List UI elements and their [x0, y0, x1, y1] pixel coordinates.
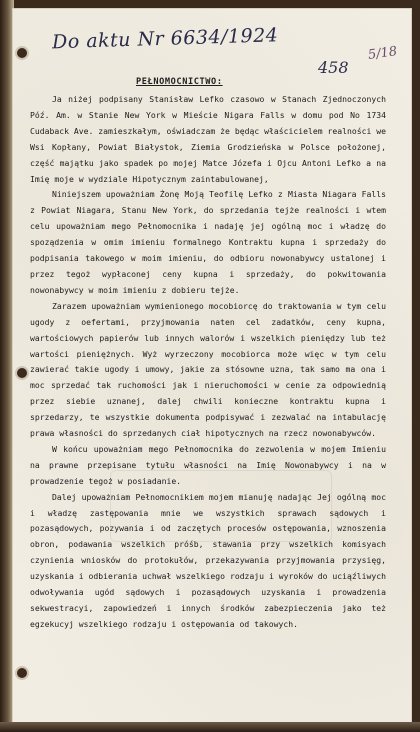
punch-hole: [17, 668, 27, 678]
punch-hole: [17, 368, 27, 378]
paragraph-declaration: Ja niżej podpisany Stanisław Lefko czasowo w Stanach Zjednoczonych Póź. Am. w Stanie New York w Mieście Nigara Falls w domu pod No 1734 Cudaback Ave. zamieszkałym, oświadczam że będąc właścicielem realności we Wsi Kopłany, Powiat Białystok, Ziemia Grodzieńska w Polsce położonej, część majątku jako spadek po mojej Matce Józefa i Ojcu Antoni Lefko a na Imię moje w wydziale Hipotycznym zaintabulowanej,: [30, 94, 386, 184]
punch-hole: [17, 48, 27, 58]
handwritten-file-note: Do aktu Nr 6634/1924: [51, 24, 279, 54]
paragraph-negotiation: Zarazem upoważniam wymienionego mocobiorcę do traktowania w tym celu ugody z oefertami, przyjmowania naten cel zadatków, ceny kupna, wartościowych papierów lub innych walorów i wszelkich pieniędzy lub też wartości pieniężnych. Wyż wyrzeczony mocobiorca może więc w tym celu zawierać takie ugody i umowy, jakie za stósowne uzna, tak samo ma ona i moc sprzedać tak ruchomości jak i nieruchomości w cenie za odpowiednią przez siebie uznanej, dalej chwili konieczne kontraktu kupna i sprzedarzy, te wszystkie dokumenta podpisywać i zezwalać na intabulację prawa własności do sprzedanych ciał hipotycznych na rzecz nowonabywców.: [30, 300, 386, 439]
document-title: PEŁNOMOCNICTWO:: [136, 77, 223, 87]
handwritten-corner-number: 5/18: [367, 44, 399, 63]
paragraph-title-transfer: W końcu upoważniam mego Pełnomocnika do zezwolenia w mojem Imieniu na prawne przepisane tytułu własności na Imię Nowonabywcy i na w prowadzenie tegoż w posiadanie.: [30, 443, 386, 486]
document-body: [30, 92, 386, 633]
bottom-edge: [0, 722, 420, 732]
handwritten-number: 458: [318, 58, 349, 77]
paragraph-authorization: Niniejszem upoważniam Żonę Moją Teofilę Lefko z Miasta Niagara Falls z Powiat Niagara, Stanu New York, do sprzedania tejże realności i wtem celu upoważniam mego Pełnomocnika i nadaję jej ogólną moc i władzę do spoządzenia w omim imieniu formalnego Kontraktu kupna i sprzedaży do podpisania takowego w moim imieniu, do odbioru nowonabywcy ustalonej i przez tegoż wypłaconej ceny kupna i sprzedaży, do pokwitowania nowonabywcy w moim imieniu z dobieru tejże.: [30, 189, 386, 295]
paragraph-legal-representation: Dalej upoważniam Pełnomocnikiem mojem mianuję nadając Jej ogólną moc i władzę zastępowania mnie we wszystkich sprawach sądowych i pozasądowych, pozywania i od zaczętych procesów ostępowania, wznoszenia obron, podawania wszelkich próśb, stawania przy wszelkich komisyach czynienia wniosków do protokułów, przekazywania przyjmowania przysięg, uzyskania i odbierania uchwał wszelkiego rodzaju i wyroków do uciąźliwych odwoływania ugód sądowych i pozasądowych uzyskania i prowadzenia sekwestracyi, zapowiedzeń i innych środków zabezpieczenia jako też egzekucyj wszelkiego rodzaju i ostępowania od takowych.: [30, 491, 386, 629]
